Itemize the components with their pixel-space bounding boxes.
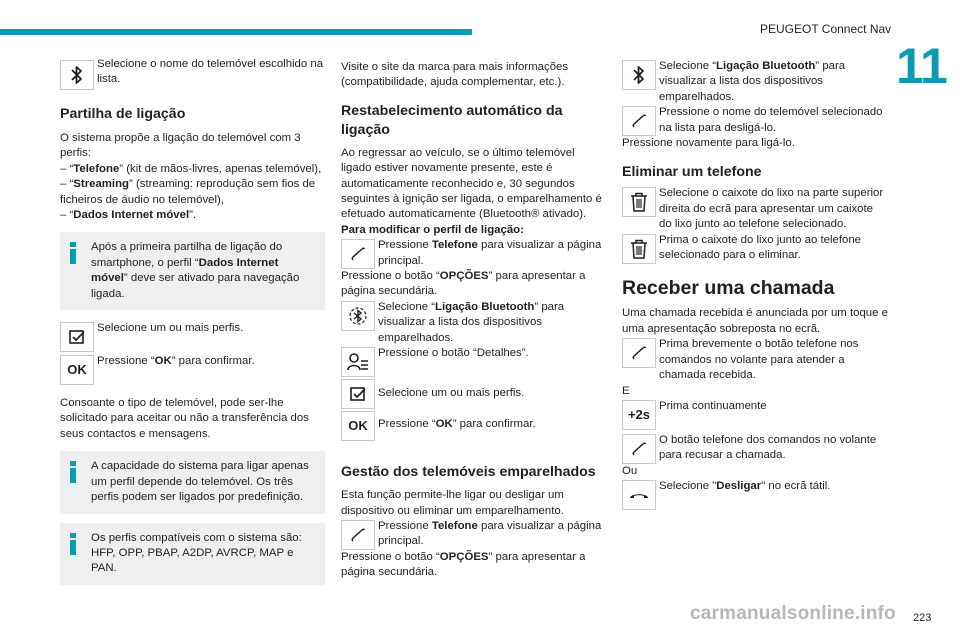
phone-icon [622,434,656,464]
info-icon [70,461,76,483]
step-text: Pressione o nome do telemóvel selecionado na lista para desligá-lo. [659,106,883,134]
info-box-dados [60,232,325,310]
paragraph: Ao regressar ao veículo, se o último telemóvel ligado estiver novamente presente, este é automaticamente reconhecido e, 30 segundos seguintes à ignição ser ligada, o emparelhamento é efetuado automaticamente (Bluetooth® ativado). [341,146,602,221]
trash-icon [622,234,656,264]
step-press-briefly [622,337,888,383]
bullet-dados: – “Dados Internet móvel”. [60,209,197,222]
step-text: Selecione o caixote do lixo na parte superior direita do ecrã para apresentar um caixote do lixo junto ao telefone selecionado. [659,187,884,231]
column-1 [60,57,325,585]
paragraph-or: Ou [622,464,638,477]
info-box-profiles [60,523,325,585]
paragraph: O sistema propõe a ligação do telemóvel com 3 perfis: [60,132,301,160]
step-text: Pressione “OK” para confirmar. [97,355,255,368]
step-press-phone-name [622,105,888,136]
step-select-profiles [341,378,606,410]
phone-icon [622,338,656,368]
bluetooth-icon [60,60,94,90]
step-press-telefone-2 [341,519,606,550]
step-select-phone [60,57,325,93]
step-confirm-ok [341,410,606,444]
paragraph: Pressione o botão “OPÇÕES” para apresentar a página secundária. [341,270,586,298]
bullet-telefone: – “Telefone” (kit de mãos-livres, apenas telemóvel), [60,162,322,175]
ok-button-icon: OK [60,355,94,385]
info-icon [70,242,76,264]
step-text: Selecione um ou mais perfis. [97,322,244,335]
header-accent-bar [0,29,472,35]
step-text: Selecione um ou mais perfis. [378,387,525,400]
section-heading-restabelecimento: Restabelecimento automático da ligação [341,102,563,138]
phone-icon [622,106,656,136]
info-box-capacity [60,451,325,513]
section-heading-gestao: Gestão dos telemóveis emparelhados [341,464,596,481]
column-2 [341,57,606,581]
hang-up-icon [622,480,656,510]
phone-icon [341,520,375,550]
checkbox-icon [341,379,375,409]
step-press-hold [622,399,888,431]
phone-icon [341,239,375,269]
step-select-profiles [60,321,325,354]
step-select-trash [622,186,888,232]
paragraph: Pressione o botão “OPÇÕES” para apresentar a página secundária. [341,550,586,579]
info-text: Os perfis compatíveis com o sistema são: HFP, OPP, PBAP, A2DP, AVRCP, MAP e PAN. [91,531,302,575]
bullet-streaming: – “Streaming” (streaming: reprodução sem fios de ficheiros de áudio no telemóvel), [60,178,316,206]
section-heading-eliminar: Eliminar um telefone [622,164,762,181]
step-details [341,346,606,378]
paragraph: Uma chamada recebida é anunciada por um toque e uma apresentação sobreposta no ecrã. [622,307,888,335]
column-3 [622,57,888,511]
step-text: Prima continuamente [659,399,767,412]
details-icon [341,347,375,377]
bluetooth-connection-icon [341,301,375,331]
step-text: Prima brevemente o botão telefone nos comandos no volante para atender a chamada recebida. [659,338,859,382]
step-text: Selecione “Ligação Bluetooth” para visualizar a lista dos dispositivos emparelhados. [659,60,846,103]
step-confirm-ok [60,354,325,390]
watermark: carmanualsonline.info [690,603,896,624]
paragraph-or: E [622,384,630,397]
info-text: Após a primeira partilha de ligação do smartphone, o perfil “Dados Internet móvel” deve ser ativado para navegação ligada. [91,241,300,300]
checkbox-icon [60,322,94,352]
step-hang-up [622,479,888,511]
trash-icon [622,187,656,217]
step-refuse-call [622,433,888,464]
step-press-trash [622,233,888,264]
chapter-number: 11 [896,38,947,94]
info-text: A capacidade do sistema para ligar apenas um perfil depende do telemóvel. Os três perfis podem ser ligados por predefinição. [91,460,309,504]
step-select-bluetooth [341,300,606,346]
bold-instruction: Para modificar o perfil de ligação: [341,223,524,236]
step-text: Pressione Telefone para visualizar a página principal. [378,239,602,267]
hold-2s-icon: +2s [622,400,656,430]
step-text: Prima o caixote do lixo junto ao telefone selecionado para o eliminar. [659,233,861,262]
step-text: Selecione o nome do telemóvel escolhido na lista. [97,58,324,86]
paragraph: Consoante o tipo de telemóvel, pode ser-lhe solicitado para aceitar ou não a transferência dos seus contactos e mensagens. [60,397,309,440]
header-title: PEUGEOT Connect Nav [760,22,892,36]
page-number: 223 [913,612,932,624]
step-press-telefone [341,238,606,269]
ok-button-icon: OK [341,411,375,441]
paragraph: Pressione novamente para ligá-lo. [622,137,795,150]
paragraph: Esta função permite-lhe ligar ou desligar um dispositivo ou eliminar um emparelhamento. [341,489,564,517]
step-text: O botão telefone dos comandos no volante para recusar a chamada. [659,433,877,462]
info-icon [70,533,76,555]
step-text: Selecione “Ligação Bluetooth” para visualizar a lista dos dispositivos emparelhados. [378,300,565,344]
step-text: Pressione o botão “Detalhes”. [378,347,529,360]
step-text: Pressione “OK” para confirmar. [378,418,536,431]
paragraph: Visite o site da marca para mais informações (compatibilidade, ajuda complementar, etc.). [341,61,569,89]
step-text: Selecione "Desligar" no ecrã tátil. [659,480,831,493]
step-text: Pressione Telefone para visualizar a página principal. [378,519,602,548]
section-heading-partilha: Partilha de ligação [60,106,186,122]
bluetooth-icon [622,60,656,90]
section-heading-receber: Receber uma chamada [622,277,835,300]
step-select-bluetooth [622,59,888,105]
